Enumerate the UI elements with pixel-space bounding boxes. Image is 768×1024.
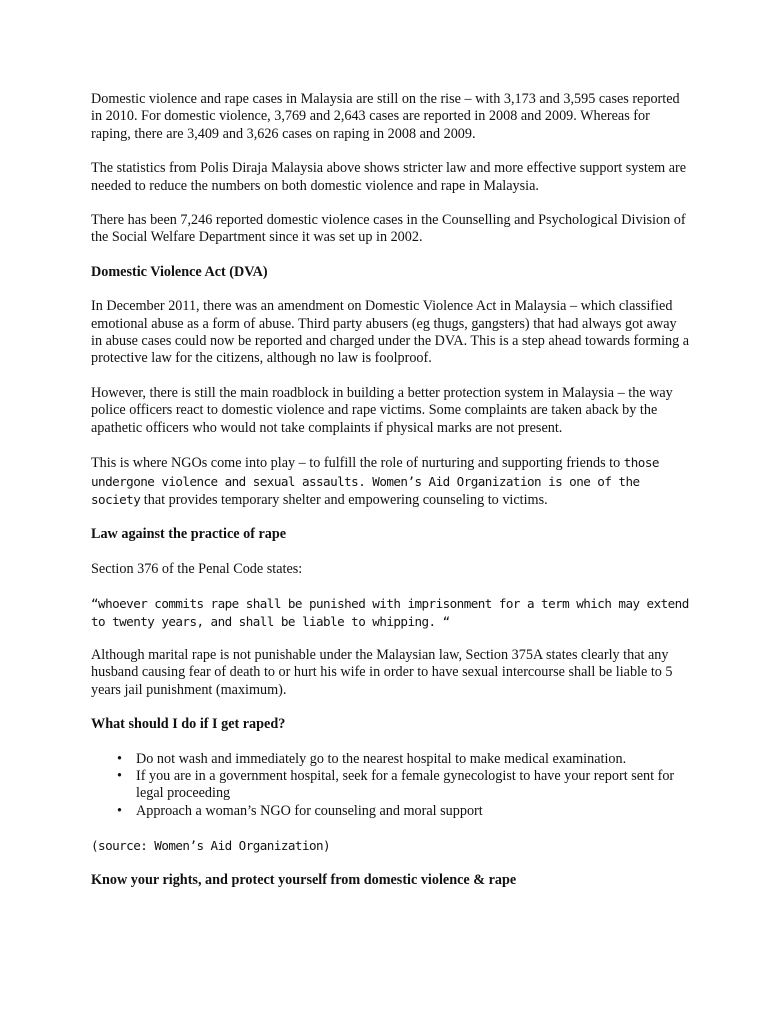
- list-item-text: [136, 803, 483, 819]
- source-citation: (source: Women’s Aid Organization): [91, 838, 331, 854]
- list-item-text: Do not wash and immediately go to the nearest hospital to make medical examination.: [136, 750, 627, 767]
- paragraph-welfare-department: There has been 7,246 reported domestic violence cases in the Counselling and Psychological Division of the Social Welfare Department since it was set up in 2002.: [91, 212, 686, 246]
- bullet-icon: •: [117, 802, 122, 819]
- ngo-text-part-3: that provides temporary shelter and empowering counseling to victims.: [140, 491, 548, 508]
- paragraph-marital-rape: Although marital rape is not punishable under the Malaysian law, Section 375A states clearly that any husband causing fear of death to or hurt his wife in order to have sexual intercourse shall be liable to 5 years jail punishment (maximum).: [91, 646, 673, 698]
- penal-code-quote: “whoever commits rape shall be punished with imprisonment for a term which may extend to twenty years, and shall be liable to whipping. “: [91, 596, 689, 629]
- heading-know-your-rights: Know your rights, and protect yourself from domestic violence & rape: [91, 871, 517, 888]
- paragraph-dva-amendment: In December 2011, there was an amendment on Domestic Violence Act in Malaysia – which classified emotional abuse as a form of abuse. Third party abusers (eg thugs, gangsters) that had always got away in abuse cases could now be reported and charged under the DVA. This is a step ahead towards forming a protective law for the citizens, although no law is foolproof.: [91, 298, 690, 367]
- paragraph-police-statistics: The statistics from Polis Diraja Malaysia above shows stricter law and more effective support system are needed to reduce the numbers on both domestic violence and rape in Malaysia.: [91, 160, 687, 194]
- heading-rape-law: Law against the practice of rape: [91, 526, 287, 543]
- advice-list: [91, 751, 691, 821]
- list-item: [91, 751, 691, 768]
- heading-domestic-violence-act: Domestic Violence Act (DVA): [91, 263, 268, 280]
- ngo-text-part-1: This is where NGOs come into play – to fulfill the role of nurturing and supporting friends to: [91, 455, 624, 472]
- paragraph-police-roadblock: However, there is still the main roadblock in building a better protection system in Malaysia – the way police officers react to domestic violence and rape victims. Some complaints are taken aback by the apathetic officers who would not take complaints if physical marks are not present.: [91, 384, 673, 436]
- list-item-text: If you are in a government hospital, seek for a female gynecologist to have your report sent for legal proceeding: [136, 767, 675, 802]
- heading-what-to-do: What should I do if I get raped?: [91, 716, 286, 733]
- list-item: [91, 803, 691, 820]
- list-item: [91, 768, 691, 803]
- paragraph-ngo-role: [91, 454, 691, 509]
- paragraph-statistics: Domestic violence and rape cases in Malaysia are still on the rise – with 3,173 and 3,595 cases reported in 2010. For domestic violence, 3,769 and 2,643 cases are reported in 2008 and 2009. Whereas for raping, there are 3,409 and 3,626 cases on raping in 2008 and 2009.: [91, 91, 680, 142]
- list-item-text-start: Approach a woman’s NGO for counseling and moral support: [136, 802, 483, 819]
- bullet-icon: •: [117, 750, 122, 767]
- paragraph-penal-code: Section 376 of the Penal Code states:: [91, 560, 303, 577]
- bullet-icon: •: [117, 767, 122, 784]
- document-body: [91, 91, 691, 906]
- ngo-text-part-2: those undergone violence and sexual assaults. Women’s Aid Organization is one of the society: [91, 455, 659, 507]
